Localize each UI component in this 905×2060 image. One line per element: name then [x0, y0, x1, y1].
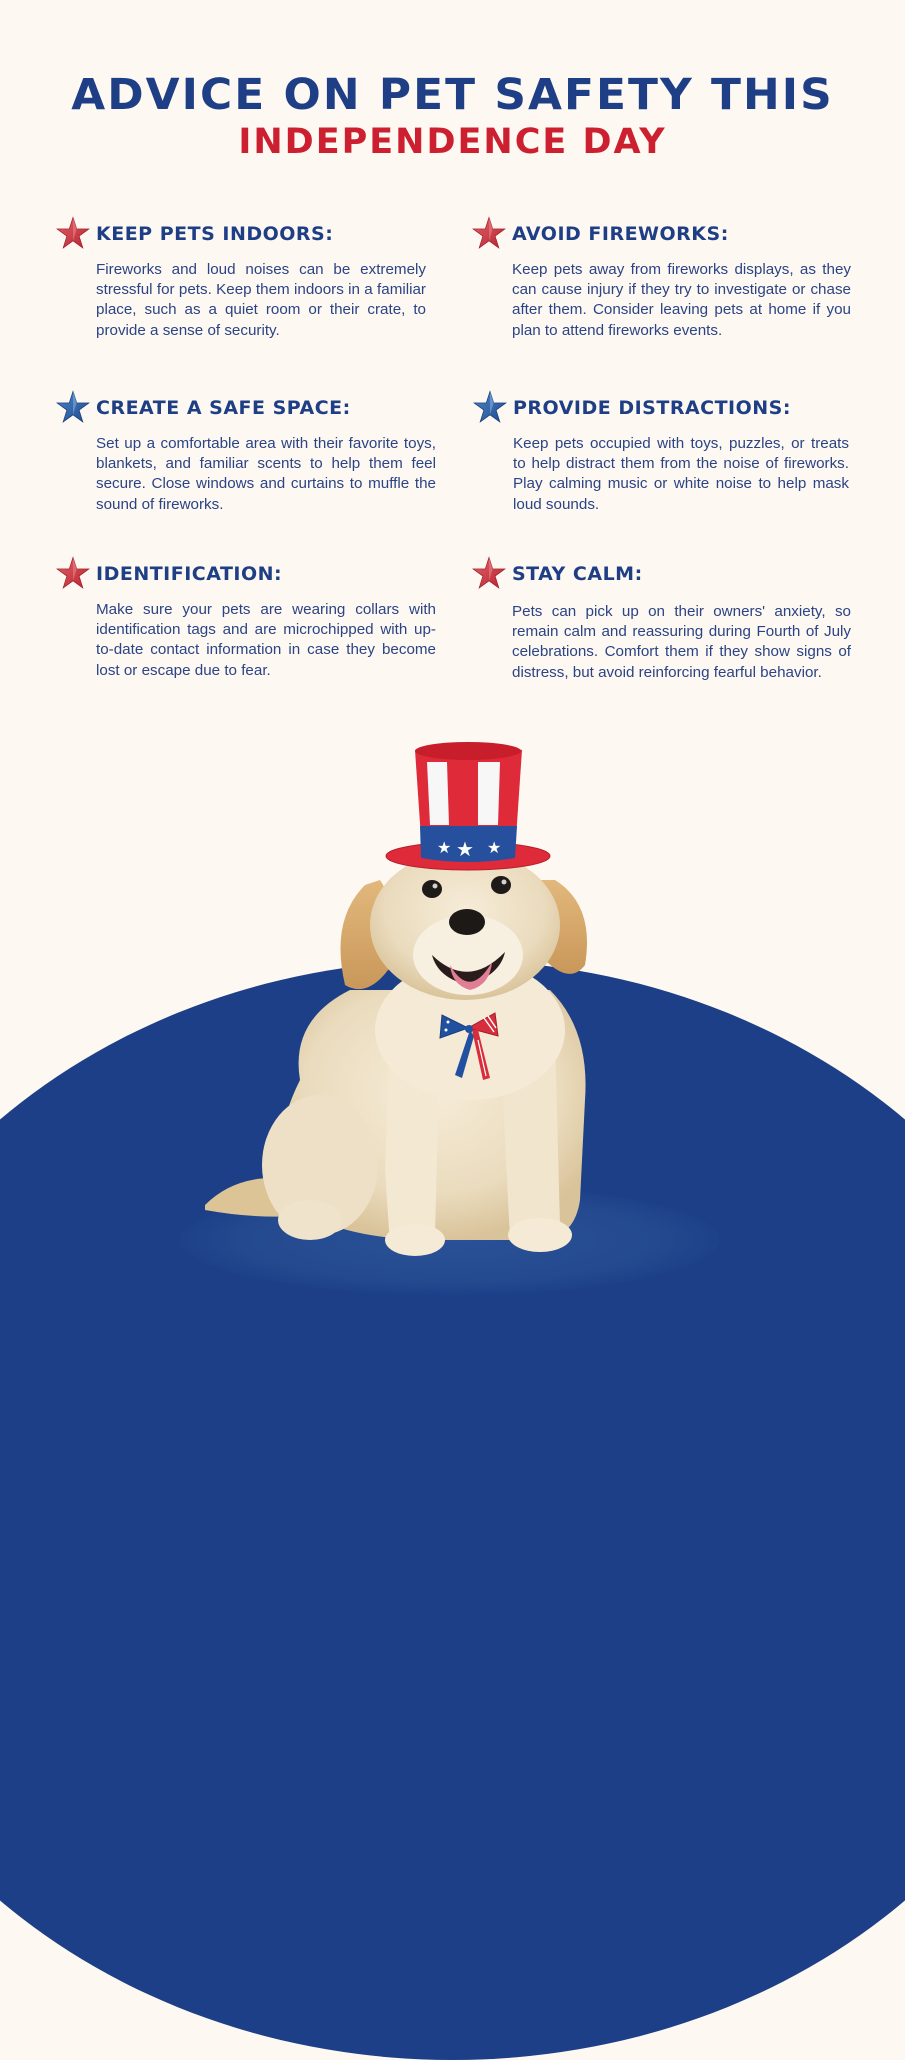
tip-title: IDENTIFICATION:	[96, 563, 283, 585]
tip-body: Make sure your pets are wearing collars with identification tags and are microchipped with up-to-date contact information in case they become lost or escape due to fear.	[96, 601, 436, 679]
tip-title: STAY CALM:	[512, 563, 643, 585]
tip-title: KEEP PETS INDOORS:	[96, 223, 334, 245]
tip-stay-calm	[512, 560, 851, 683]
nose	[449, 909, 485, 935]
tip-identification	[96, 560, 436, 681]
page-title-line-1: ADVICE ON PET SAFETY THIS	[71, 70, 834, 120]
page-title-line-2: INDEPENDENCE DAY	[238, 122, 667, 162]
uncle-sam-top-hat	[386, 742, 550, 870]
left-eye	[422, 880, 442, 898]
svg-text:★: ★	[437, 838, 452, 857]
red-star-icon	[56, 216, 90, 250]
svg-text:★: ★	[456, 837, 474, 861]
tip-avoid-fireworks	[512, 220, 851, 341]
tip-provide-distractions	[513, 394, 849, 515]
svg-text:★: ★	[487, 838, 502, 857]
tip-body: Keep pets away from fireworks displays, as they can cause injury if they try to investigate or chase after them. Consider leaving pets at home if you plan to attend fireworks events.	[512, 261, 851, 339]
right-eye	[491, 876, 511, 894]
tip-body: Fireworks and loud noises can be extremely stressful for pets. Keep them indoors in a familiar place, such as a quiet room or their crate, to provide a sense of security.	[96, 261, 426, 339]
tip-title: AVOID FIREWORKS:	[512, 223, 729, 245]
red-star-icon	[472, 556, 506, 590]
tip-create-safe-space	[96, 394, 436, 515]
tip-keep-pets-indoors	[96, 220, 426, 341]
tip-title: CREATE A SAFE SPACE:	[96, 397, 351, 419]
tip-body: Keep pets occupied with toys, puzzles, or treats to help distract them from the noise of fireworks. Play calming music or white noise to help mask loud sounds.	[513, 435, 849, 513]
tip-body: Set up a comfortable area with their favorite toys, blankets, and familiar scents to help them feel secure. Close windows and curtains to muffle the sound of fireworks.	[96, 435, 436, 513]
blue-star-icon	[473, 390, 507, 424]
blue-star-icon	[56, 390, 90, 424]
tip-body: Pets can pick up on their owners' anxiety, so remain calm and reassuring during Fourth of July celebrations. Comfort them if they show signs of distress, but avoid reinforcing fearful behavior.	[512, 603, 851, 681]
red-star-icon	[56, 556, 90, 590]
puppy-illustration	[170, 738, 730, 1258]
red-star-icon	[472, 216, 506, 250]
tip-title: PROVIDE DISTRACTIONS:	[513, 397, 791, 419]
